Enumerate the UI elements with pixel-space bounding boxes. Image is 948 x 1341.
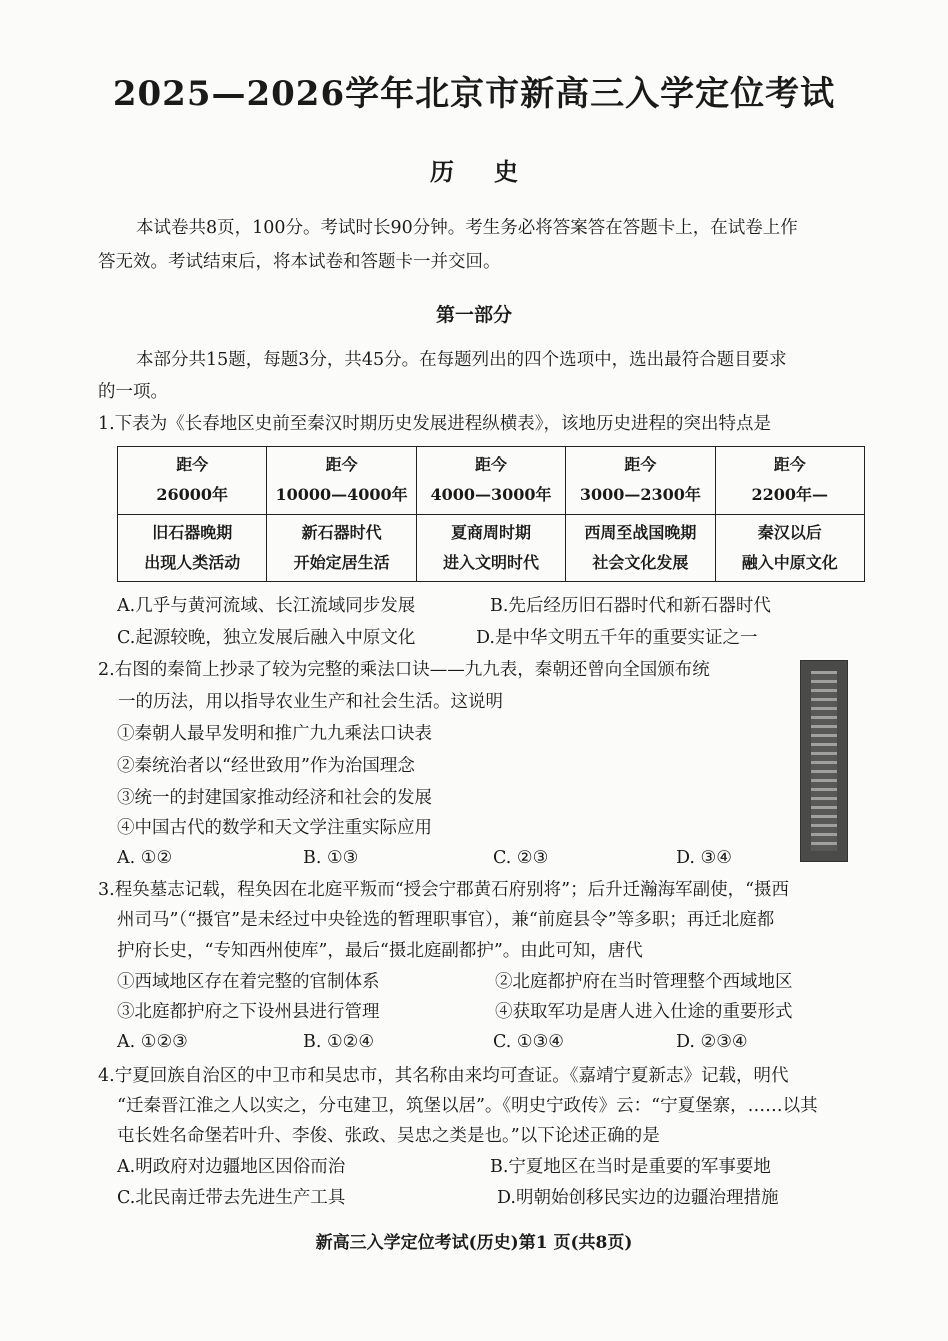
intro-line-2: 答无效。考试结束后，将本试卷和答题卡一并交回。 [98,252,501,272]
question-3-item-1: ①西域地区存在着完整的官制体系 [117,972,380,992]
table-cell: 旧石器晚期 出现人类活动 [118,514,267,582]
table-row [118,447,865,515]
qin-bamboo-slip-image [800,660,848,862]
question-4-stem-2: “迁秦晋江淮之人以实之，分屯建卫，筑堡以居”。《明史宁政传》云：“宁夏堡寨，……以其 [117,1096,818,1116]
question-1-option-c: C.起源较晚，独立发展后融入中原文化 [117,628,416,648]
table-cell: 夏商周时期 进入文明时代 [416,514,565,582]
question-4-stem-1: 4.宁夏回族自治区的中卫市和吴忠市，其名称由来均可查证。《嘉靖宁夏新志》记载，明代 [98,1066,789,1086]
question-1-stem: 1.下表为《长春地区史前至秦汉时期历史发展进程纵横表》，该地历史进程的突出特点是 [98,414,771,434]
question-3-item-4: ④获取军功是唐人进入仕途的重要形式 [495,1002,793,1022]
question-3-stem-3: 护府长史，“专知西州使库”，最后“摄北庭副都护”。由此可知，唐代 [117,941,643,961]
table-cell: 距今 4000—3000年 [416,447,565,515]
question-4-option-c: C.北民南迁带去先进生产工具 [117,1188,346,1208]
question-4-option-b: B.宁夏地区在当时是重要的军事要地 [490,1157,771,1177]
question-3-item-2: ②北庭都护府在当时管理整个西域地区 [495,972,793,992]
question-1-option-a: A.几乎与黄河流域、长江流域同步发展 [117,596,416,616]
exam-title: 2025—2026学年北京市新高三入学定位考试 [112,74,836,114]
subject-title: 历史 [430,157,558,186]
table-cell: 西周至战国晚期 社会文化发展 [566,514,715,582]
question-3-stem-2: 州司马”（“摄官”是未经过中央铨选的暂理职事官），兼“前庭县令”等多职；再迁北庭都 [117,910,775,930]
page-footer: 新高三入学定位考试(历史)第1 页(共8页) [315,1233,633,1253]
question-3-option-a: A. ①②③ [117,1032,188,1052]
question-1-option-d: D.是中华文明五千年的重要实证之一 [476,628,758,648]
table-cell: 距今 2200年— [715,447,864,515]
question-2-option-c: C. ②③ [493,848,549,868]
question-4-option-a: A.明政府对边疆地区因俗而治 [117,1157,346,1177]
question-1-option-b: B.先后经历旧石器时代和新石器时代 [490,596,771,616]
intro-line-1: 本试卷共8页，100分。考试时长90分钟。考生务必将答案答在答题卡上，在试卷上作 [136,218,798,238]
table-cell: 新石器时代 开始定居生活 [267,514,416,582]
question-2-option-b: B. ①③ [303,848,359,868]
question-2-item-3: ③统一的封建国家推动经济和社会的发展 [117,788,432,808]
question-3-item-3: ③北庭都护府之下设州县进行管理 [117,1002,380,1022]
question-2-item-2: ②秦统治者以“经世致用”作为治国理念 [117,756,415,776]
question-2-item-1: ①秦朝人最早发明和推广九九乘法口诀表 [117,724,432,744]
part-one-desc-2: 的一项。 [98,382,168,402]
table-row [118,514,865,582]
question-3-stem-1: 3.程奂墓志记载，程奂因在北庭平叛而“授会宁郡黄石府别将”；后升迁瀚海军副使，“摄西 [98,880,790,900]
table-cell: 距今 3000—2300年 [566,447,715,515]
question-2-stem-2: 一的历法，用以指导农业生产和社会生活。这说明 [118,692,503,712]
question-4-option-d: D.明朝始创移民实边的边疆治理措施 [497,1188,779,1208]
question-4-stem-3: 屯长姓名命堡若叶升、李俊、张政、吴忠之类是也。”以下论述正确的是 [117,1126,660,1146]
question-2-option-a: A. ①② [117,848,173,868]
question-2-item-4: ④中国古代的数学和天文学注重实际应用 [117,818,432,838]
question-2-stem-1: 2.右图的秦简上抄录了较为完整的乘法口诀——九九表，秦朝还曾向全国颁布统 [98,660,710,680]
table-cell: 距今 10000—4000年 [267,447,416,515]
question-2-option-d: D. ③④ [676,848,732,868]
question-3-option-d: D. ②③④ [676,1032,748,1052]
question-3-option-b: B. ①②④ [303,1032,375,1052]
part-one-title: 第一部分 [435,304,512,326]
question-3-option-c: C. ①③④ [493,1032,564,1052]
table-cell: 秦汉以后 融入中原文化 [715,514,864,582]
chronology-table [117,446,865,582]
table-cell: 距今 26000年 [118,447,267,515]
part-one-desc-1: 本部分共15题，每题3分，共45分。在每题列出的四个选项中，选出最符合题目要求 [136,350,787,370]
